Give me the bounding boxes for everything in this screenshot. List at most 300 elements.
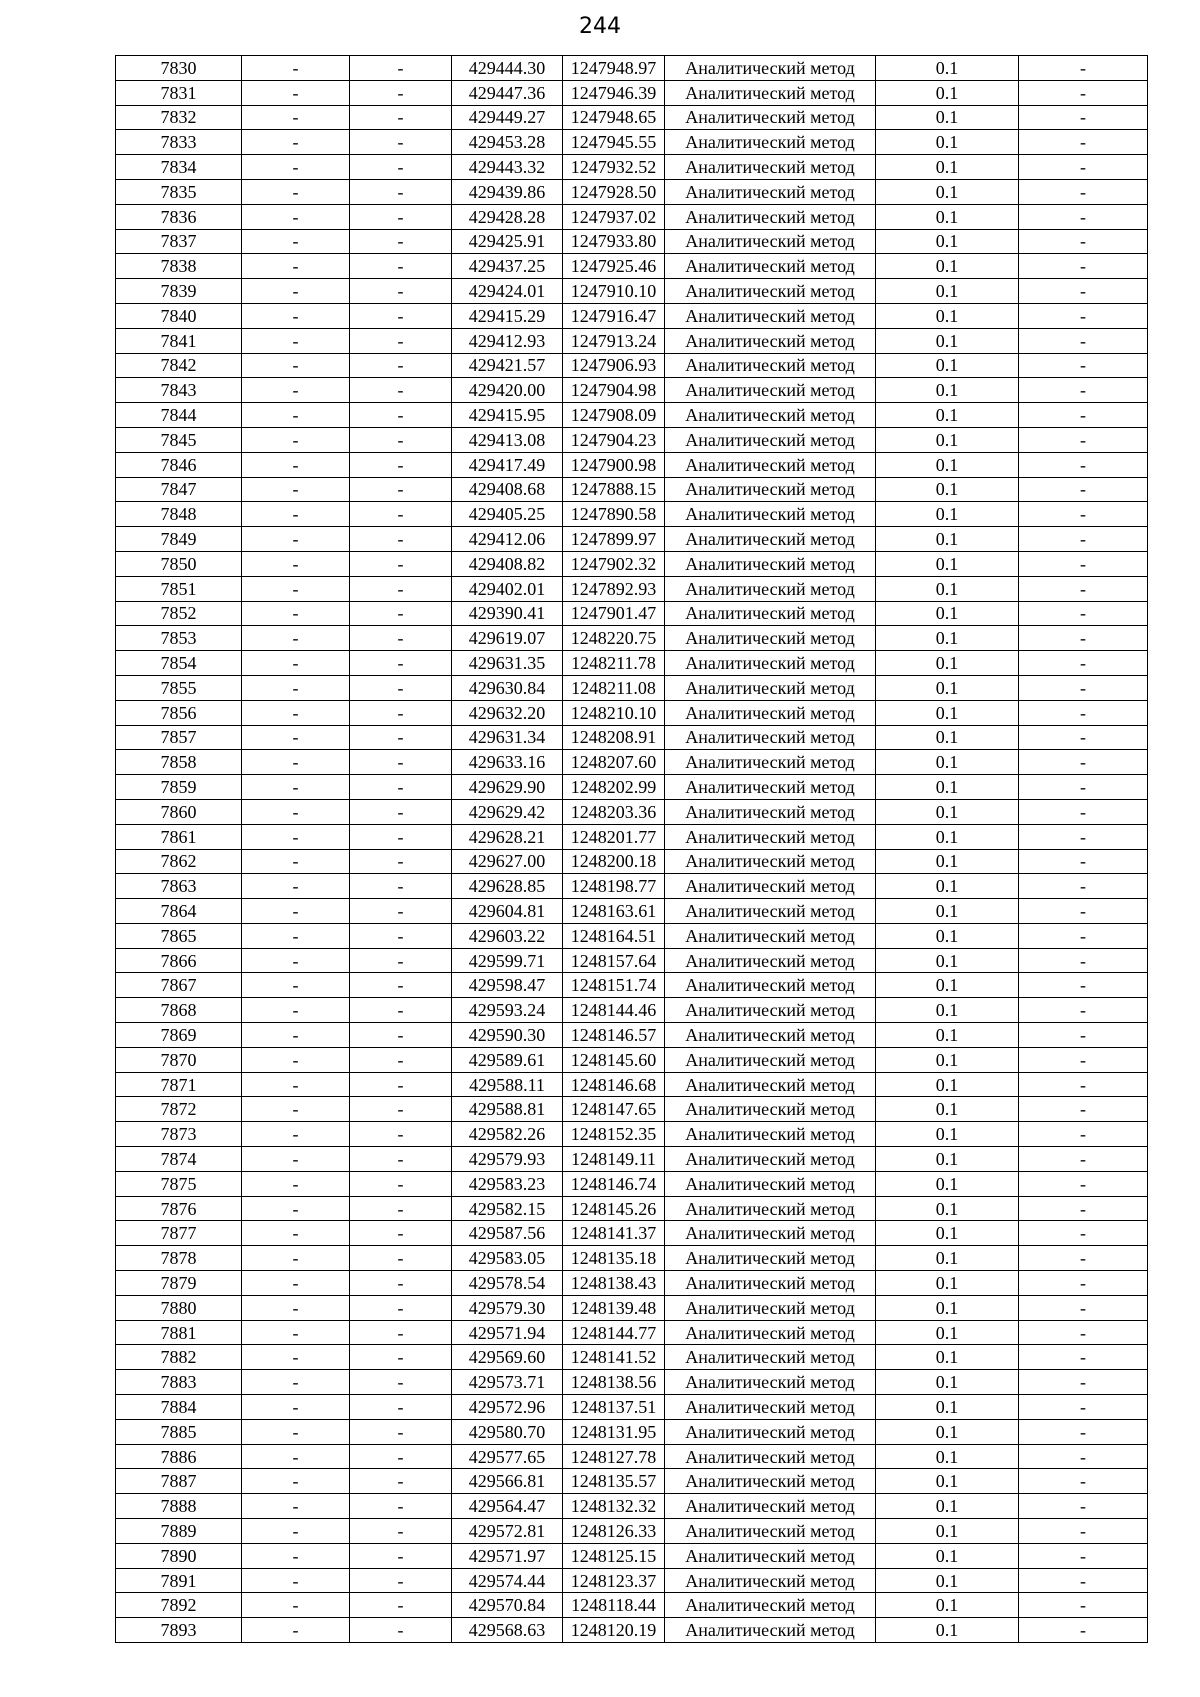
x-coordinate-cell: 429408.68 <box>452 477 563 502</box>
y-coordinate-cell: 1247890.58 <box>563 502 665 527</box>
coordinates-table <box>115 55 1148 1643</box>
empty-cell: - <box>242 80 350 105</box>
method-cell: Аналитический метод <box>665 799 876 824</box>
note-cell: - <box>1019 750 1148 775</box>
note-cell: - <box>1019 899 1148 924</box>
point-number-cell: 7833 <box>116 130 242 155</box>
table-row <box>116 1419 1148 1444</box>
point-number-cell: 7851 <box>116 576 242 601</box>
method-cell: Аналитический метод <box>665 427 876 452</box>
point-number-cell: 7860 <box>116 799 242 824</box>
empty-cell: - <box>350 1568 452 1593</box>
empty-cell: - <box>242 551 350 576</box>
empty-cell: - <box>242 1047 350 1072</box>
y-coordinate-cell: 1247932.52 <box>563 155 665 180</box>
table-row <box>116 799 1148 824</box>
x-coordinate-cell: 429417.49 <box>452 452 563 477</box>
accuracy-cell: 0.1 <box>876 279 1019 304</box>
point-number-cell: 7875 <box>116 1171 242 1196</box>
point-number-cell: 7890 <box>116 1543 242 1568</box>
empty-cell: - <box>350 130 452 155</box>
table-row <box>116 1072 1148 1097</box>
empty-cell: - <box>242 303 350 328</box>
y-coordinate-cell: 1247945.55 <box>563 130 665 155</box>
empty-cell: - <box>350 998 452 1023</box>
empty-cell: - <box>350 626 452 651</box>
point-number-cell: 7870 <box>116 1047 242 1072</box>
note-cell: - <box>1019 1444 1148 1469</box>
x-coordinate-cell: 429599.71 <box>452 948 563 973</box>
empty-cell: - <box>242 1345 350 1370</box>
empty-cell: - <box>350 700 452 725</box>
empty-cell: - <box>350 1097 452 1122</box>
accuracy-cell: 0.1 <box>876 130 1019 155</box>
point-number-cell: 7867 <box>116 973 242 998</box>
note-cell: - <box>1019 403 1148 428</box>
note-cell: - <box>1019 948 1148 973</box>
point-number-cell: 7886 <box>116 1444 242 1469</box>
note-cell: - <box>1019 1568 1148 1593</box>
note-cell: - <box>1019 1171 1148 1196</box>
empty-cell: - <box>242 1469 350 1494</box>
accuracy-cell: 0.1 <box>876 1221 1019 1246</box>
point-number-cell: 7849 <box>116 527 242 552</box>
method-cell: Аналитический метод <box>665 626 876 651</box>
note-cell: - <box>1019 353 1148 378</box>
x-coordinate-cell: 429573.71 <box>452 1370 563 1395</box>
empty-cell: - <box>350 1395 452 1420</box>
table-row <box>116 80 1148 105</box>
y-coordinate-cell: 1248157.64 <box>563 948 665 973</box>
y-coordinate-cell: 1247916.47 <box>563 303 665 328</box>
point-number-cell: 7831 <box>116 80 242 105</box>
empty-cell: - <box>242 1295 350 1320</box>
table-row <box>116 849 1148 874</box>
empty-cell: - <box>242 328 350 353</box>
accuracy-cell: 0.1 <box>876 1047 1019 1072</box>
method-cell: Аналитический метод <box>665 477 876 502</box>
y-coordinate-cell: 1247948.65 <box>563 105 665 130</box>
empty-cell: - <box>350 1023 452 1048</box>
x-coordinate-cell: 429408.82 <box>452 551 563 576</box>
note-cell: - <box>1019 1271 1148 1296</box>
x-coordinate-cell: 429580.70 <box>452 1419 563 1444</box>
note-cell: - <box>1019 254 1148 279</box>
accuracy-cell: 0.1 <box>876 452 1019 477</box>
method-cell: Аналитический метод <box>665 1047 876 1072</box>
y-coordinate-cell: 1247902.32 <box>563 551 665 576</box>
empty-cell: - <box>350 80 452 105</box>
accuracy-cell: 0.1 <box>876 1023 1019 1048</box>
method-cell: Аналитический метод <box>665 1147 876 1172</box>
empty-cell: - <box>242 527 350 552</box>
empty-cell: - <box>350 527 452 552</box>
empty-cell: - <box>350 601 452 626</box>
accuracy-cell: 0.1 <box>876 824 1019 849</box>
point-number-cell: 7863 <box>116 874 242 899</box>
empty-cell: - <box>350 403 452 428</box>
y-coordinate-cell: 1248139.48 <box>563 1295 665 1320</box>
x-coordinate-cell: 429583.23 <box>452 1171 563 1196</box>
table-row <box>116 601 1148 626</box>
x-coordinate-cell: 429415.29 <box>452 303 563 328</box>
x-coordinate-cell: 429630.84 <box>452 675 563 700</box>
table-row <box>116 1295 1148 1320</box>
method-cell: Аналитический метод <box>665 1171 876 1196</box>
table-row <box>116 651 1148 676</box>
empty-cell: - <box>350 1593 452 1618</box>
empty-cell: - <box>350 824 452 849</box>
accuracy-cell: 0.1 <box>876 849 1019 874</box>
table-row <box>116 56 1148 81</box>
x-coordinate-cell: 429631.35 <box>452 651 563 676</box>
accuracy-cell: 0.1 <box>876 775 1019 800</box>
y-coordinate-cell: 1247910.10 <box>563 279 665 304</box>
method-cell: Аналитический метод <box>665 1097 876 1122</box>
accuracy-cell: 0.1 <box>876 204 1019 229</box>
y-coordinate-cell: 1247908.09 <box>563 403 665 428</box>
point-number-cell: 7841 <box>116 328 242 353</box>
y-coordinate-cell: 1248211.78 <box>563 651 665 676</box>
empty-cell: - <box>350 1147 452 1172</box>
x-coordinate-cell: 429574.44 <box>452 1568 563 1593</box>
accuracy-cell: 0.1 <box>876 576 1019 601</box>
x-coordinate-cell: 429588.11 <box>452 1072 563 1097</box>
note-cell: - <box>1019 1196 1148 1221</box>
empty-cell: - <box>242 1171 350 1196</box>
y-coordinate-cell: 1247899.97 <box>563 527 665 552</box>
method-cell: Аналитический метод <box>665 1320 876 1345</box>
accuracy-cell: 0.1 <box>876 1519 1019 1544</box>
accuracy-cell: 0.1 <box>876 254 1019 279</box>
accuracy-cell: 0.1 <box>876 1097 1019 1122</box>
point-number-cell: 7891 <box>116 1568 242 1593</box>
empty-cell: - <box>242 700 350 725</box>
empty-cell: - <box>242 1196 350 1221</box>
table-row <box>116 824 1148 849</box>
x-coordinate-cell: 429619.07 <box>452 626 563 651</box>
empty-cell: - <box>350 204 452 229</box>
accuracy-cell: 0.1 <box>876 899 1019 924</box>
point-number-cell: 7872 <box>116 1097 242 1122</box>
y-coordinate-cell: 1248146.57 <box>563 1023 665 1048</box>
table-row <box>116 675 1148 700</box>
table-row <box>116 1221 1148 1246</box>
point-number-cell: 7868 <box>116 998 242 1023</box>
point-number-cell: 7842 <box>116 353 242 378</box>
empty-cell: - <box>242 254 350 279</box>
table-row <box>116 1320 1148 1345</box>
method-cell: Аналитический метод <box>665 601 876 626</box>
method-cell: Аналитический метод <box>665 155 876 180</box>
accuracy-cell: 0.1 <box>876 700 1019 725</box>
y-coordinate-cell: 1248146.74 <box>563 1171 665 1196</box>
point-number-cell: 7848 <box>116 502 242 527</box>
empty-cell: - <box>350 303 452 328</box>
method-cell: Аналитический метод <box>665 1246 876 1271</box>
empty-cell: - <box>242 1320 350 1345</box>
y-coordinate-cell: 1248145.26 <box>563 1196 665 1221</box>
point-number-cell: 7873 <box>116 1122 242 1147</box>
y-coordinate-cell: 1248164.51 <box>563 923 665 948</box>
empty-cell: - <box>242 1494 350 1519</box>
table-row <box>116 1444 1148 1469</box>
note-cell: - <box>1019 700 1148 725</box>
x-coordinate-cell: 429444.30 <box>452 56 563 81</box>
note-cell: - <box>1019 1023 1148 1048</box>
y-coordinate-cell: 1247901.47 <box>563 601 665 626</box>
table-row <box>116 1494 1148 1519</box>
method-cell: Аналитический метод <box>665 849 876 874</box>
method-cell: Аналитический метод <box>665 998 876 1023</box>
empty-cell: - <box>350 725 452 750</box>
point-number-cell: 7880 <box>116 1295 242 1320</box>
note-cell: - <box>1019 1122 1148 1147</box>
note-cell: - <box>1019 1494 1148 1519</box>
empty-cell: - <box>350 328 452 353</box>
empty-cell: - <box>350 1171 452 1196</box>
table-row <box>116 105 1148 130</box>
note-cell: - <box>1019 675 1148 700</box>
empty-cell: - <box>242 56 350 81</box>
accuracy-cell: 0.1 <box>876 1593 1019 1618</box>
point-number-cell: 7853 <box>116 626 242 651</box>
y-coordinate-cell: 1248203.36 <box>563 799 665 824</box>
accuracy-cell: 0.1 <box>876 303 1019 328</box>
y-coordinate-cell: 1248152.35 <box>563 1122 665 1147</box>
empty-cell: - <box>242 626 350 651</box>
note-cell: - <box>1019 1370 1148 1395</box>
table-row <box>116 1395 1148 1420</box>
x-coordinate-cell: 429569.60 <box>452 1345 563 1370</box>
table-row <box>116 378 1148 403</box>
method-cell: Аналитический метод <box>665 1221 876 1246</box>
empty-cell: - <box>242 576 350 601</box>
point-number-cell: 7866 <box>116 948 242 973</box>
table-row <box>116 725 1148 750</box>
empty-cell: - <box>242 799 350 824</box>
note-cell: - <box>1019 229 1148 254</box>
method-cell: Аналитический метод <box>665 973 876 998</box>
empty-cell: - <box>242 353 350 378</box>
y-coordinate-cell: 1248135.57 <box>563 1469 665 1494</box>
table-row <box>116 1196 1148 1221</box>
empty-cell: - <box>242 1419 350 1444</box>
point-number-cell: 7885 <box>116 1419 242 1444</box>
empty-cell: - <box>242 130 350 155</box>
empty-cell: - <box>242 403 350 428</box>
empty-cell: - <box>350 799 452 824</box>
y-coordinate-cell: 1247904.98 <box>563 378 665 403</box>
note-cell: - <box>1019 279 1148 304</box>
table-row <box>116 973 1148 998</box>
empty-cell: - <box>242 899 350 924</box>
empty-cell: - <box>350 899 452 924</box>
method-cell: Аналитический метод <box>665 80 876 105</box>
table-row <box>116 576 1148 601</box>
point-number-cell: 7882 <box>116 1345 242 1370</box>
accuracy-cell: 0.1 <box>876 874 1019 899</box>
x-coordinate-cell: 429568.63 <box>452 1618 563 1643</box>
empty-cell: - <box>350 1271 452 1296</box>
method-cell: Аналитический метод <box>665 1295 876 1320</box>
x-coordinate-cell: 429588.81 <box>452 1097 563 1122</box>
note-cell: - <box>1019 303 1148 328</box>
point-number-cell: 7840 <box>116 303 242 328</box>
point-number-cell: 7884 <box>116 1395 242 1420</box>
x-coordinate-cell: 429571.94 <box>452 1320 563 1345</box>
empty-cell: - <box>242 998 350 1023</box>
y-coordinate-cell: 1248149.11 <box>563 1147 665 1172</box>
y-coordinate-cell: 1248144.46 <box>563 998 665 1023</box>
accuracy-cell: 0.1 <box>876 1543 1019 1568</box>
method-cell: Аналитический метод <box>665 353 876 378</box>
x-coordinate-cell: 429628.85 <box>452 874 563 899</box>
y-coordinate-cell: 1247888.15 <box>563 477 665 502</box>
accuracy-cell: 0.1 <box>876 105 1019 130</box>
note-cell: - <box>1019 1295 1148 1320</box>
table-row <box>116 1543 1148 1568</box>
note-cell: - <box>1019 502 1148 527</box>
x-coordinate-cell: 429629.90 <box>452 775 563 800</box>
empty-cell: - <box>242 675 350 700</box>
note-cell: - <box>1019 725 1148 750</box>
empty-cell: - <box>350 502 452 527</box>
x-coordinate-cell: 429449.27 <box>452 105 563 130</box>
accuracy-cell: 0.1 <box>876 427 1019 452</box>
empty-cell: - <box>350 675 452 700</box>
note-cell: - <box>1019 56 1148 81</box>
y-coordinate-cell: 1248146.68 <box>563 1072 665 1097</box>
empty-cell: - <box>242 923 350 948</box>
accuracy-cell: 0.1 <box>876 1246 1019 1271</box>
empty-cell: - <box>242 874 350 899</box>
method-cell: Аналитический метод <box>665 1444 876 1469</box>
method-cell: Аналитический метод <box>665 229 876 254</box>
point-number-cell: 7843 <box>116 378 242 403</box>
note-cell: - <box>1019 1047 1148 1072</box>
point-number-cell: 7877 <box>116 1221 242 1246</box>
accuracy-cell: 0.1 <box>876 229 1019 254</box>
table-row <box>116 923 1148 948</box>
empty-cell: - <box>350 874 452 899</box>
y-coordinate-cell: 1248210.10 <box>563 700 665 725</box>
table-row <box>116 1047 1148 1072</box>
note-cell: - <box>1019 179 1148 204</box>
point-number-cell: 7871 <box>116 1072 242 1097</box>
empty-cell: - <box>350 849 452 874</box>
note-cell: - <box>1019 998 1148 1023</box>
empty-cell: - <box>350 254 452 279</box>
empty-cell: - <box>242 1072 350 1097</box>
table-row <box>116 551 1148 576</box>
method-cell: Аналитический метод <box>665 1271 876 1296</box>
point-number-cell: 7830 <box>116 56 242 81</box>
empty-cell: - <box>350 1494 452 1519</box>
empty-cell: - <box>350 1047 452 1072</box>
method-cell: Аналитический метод <box>665 874 876 899</box>
accuracy-cell: 0.1 <box>876 1295 1019 1320</box>
accuracy-cell: 0.1 <box>876 675 1019 700</box>
x-coordinate-cell: 429593.24 <box>452 998 563 1023</box>
method-cell: Аналитический метод <box>665 1122 876 1147</box>
y-coordinate-cell: 1247906.93 <box>563 353 665 378</box>
table-row <box>116 700 1148 725</box>
empty-cell: - <box>242 1370 350 1395</box>
method-cell: Аналитический метод <box>665 502 876 527</box>
point-number-cell: 7844 <box>116 403 242 428</box>
accuracy-cell: 0.1 <box>876 799 1019 824</box>
method-cell: Аналитический метод <box>665 1469 876 1494</box>
empty-cell: - <box>350 1122 452 1147</box>
table-body <box>116 56 1148 1643</box>
empty-cell: - <box>242 1593 350 1618</box>
x-coordinate-cell: 429604.81 <box>452 899 563 924</box>
method-cell: Аналитический метод <box>665 1023 876 1048</box>
empty-cell: - <box>350 1370 452 1395</box>
point-number-cell: 7850 <box>116 551 242 576</box>
empty-cell: - <box>350 651 452 676</box>
x-coordinate-cell: 429437.25 <box>452 254 563 279</box>
empty-cell: - <box>242 204 350 229</box>
note-cell: - <box>1019 923 1148 948</box>
y-coordinate-cell: 1248211.08 <box>563 675 665 700</box>
note-cell: - <box>1019 204 1148 229</box>
method-cell: Аналитический метод <box>665 1618 876 1643</box>
note-cell: - <box>1019 1469 1148 1494</box>
x-coordinate-cell: 429632.20 <box>452 700 563 725</box>
x-coordinate-cell: 429439.86 <box>452 179 563 204</box>
y-coordinate-cell: 1247948.97 <box>563 56 665 81</box>
empty-cell: - <box>350 427 452 452</box>
x-coordinate-cell: 429443.32 <box>452 155 563 180</box>
y-coordinate-cell: 1248138.43 <box>563 1271 665 1296</box>
empty-cell: - <box>350 1221 452 1246</box>
point-number-cell: 7836 <box>116 204 242 229</box>
accuracy-cell: 0.1 <box>876 155 1019 180</box>
table-row <box>116 427 1148 452</box>
x-coordinate-cell: 429627.00 <box>452 849 563 874</box>
method-cell: Аналитический метод <box>665 675 876 700</box>
point-number-cell: 7883 <box>116 1370 242 1395</box>
table-row <box>116 303 1148 328</box>
method-cell: Аналитический метод <box>665 1419 876 1444</box>
empty-cell: - <box>350 1543 452 1568</box>
x-coordinate-cell: 429578.54 <box>452 1271 563 1296</box>
empty-cell: - <box>350 279 452 304</box>
y-coordinate-cell: 1248132.32 <box>563 1494 665 1519</box>
note-cell: - <box>1019 1618 1148 1643</box>
method-cell: Аналитический метод <box>665 948 876 973</box>
method-cell: Аналитический метод <box>665 303 876 328</box>
empty-cell: - <box>350 1196 452 1221</box>
empty-cell: - <box>350 1618 452 1643</box>
method-cell: Аналитический метод <box>665 328 876 353</box>
point-number-cell: 7852 <box>116 601 242 626</box>
point-number-cell: 7839 <box>116 279 242 304</box>
x-coordinate-cell: 429412.06 <box>452 527 563 552</box>
empty-cell: - <box>242 1122 350 1147</box>
table-row <box>116 1469 1148 1494</box>
y-coordinate-cell: 1248220.75 <box>563 626 665 651</box>
method-cell: Аналитический метод <box>665 700 876 725</box>
empty-cell: - <box>350 1295 452 1320</box>
x-coordinate-cell: 429628.21 <box>452 824 563 849</box>
accuracy-cell: 0.1 <box>876 651 1019 676</box>
point-number-cell: 7864 <box>116 899 242 924</box>
x-coordinate-cell: 429572.81 <box>452 1519 563 1544</box>
note-cell: - <box>1019 626 1148 651</box>
